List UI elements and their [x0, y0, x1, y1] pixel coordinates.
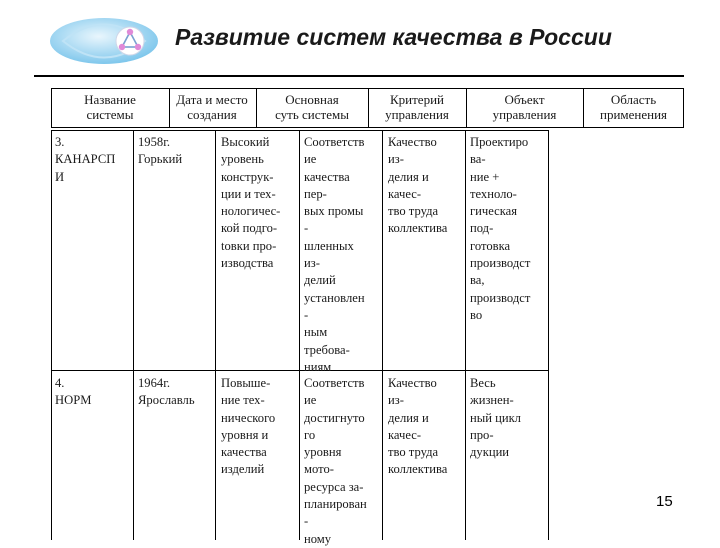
cell-system-name: 4. НОРМ [55, 376, 92, 408]
cell-criterion: Соответств ие качества пер- вых промы - шленных из- делий установлен - ным требова- ниям [304, 135, 365, 374]
column-divider [382, 130, 383, 540]
cell-object: Качество из- делия и качес- тво труда коллектива [388, 135, 448, 236]
cell-scope: Проектиро ва- ние + техноло- гическая под- готовка производст ва, производст во [470, 135, 531, 322]
column-divider [465, 130, 466, 540]
row-divider [51, 370, 549, 371]
cell-date-place: 1964г. Ярославль [138, 376, 195, 408]
presentation-logo [48, 16, 160, 66]
column-divider [299, 130, 300, 540]
page-number: 15 [656, 493, 673, 510]
slide-title: Развитие систем качества в России [175, 24, 612, 50]
cell-object: Качество из- делия и качес- тво труда коллектива [388, 376, 448, 477]
header-date-place: Дата и место создания [176, 92, 248, 122]
column-divider [51, 130, 52, 540]
header-essence: Основная суть системы [275, 92, 349, 122]
cell-essence: Повыше- ние тех- нического уровня и качества изделий [221, 376, 276, 477]
cell-scope: Весь жизнен- ный цикл про- дукции [470, 376, 521, 460]
cell-date-place: 1958г. Горький [138, 135, 183, 167]
header-criterion: Критерий управления [385, 92, 449, 122]
cell-criterion: Соответств ие достигнуто го уровня мото- ресурса за- планирован - ному [304, 376, 367, 546]
header-object: Объект управления [492, 92, 557, 122]
cell-essence: Высокий уровень конструк- ции и тех- нологичес- кой подго- tовки про- изводства [221, 135, 281, 271]
table-top-border [51, 130, 549, 131]
header-system-name: Название системы [84, 92, 136, 122]
header-scope: Область применения [599, 92, 668, 122]
column-divider [215, 130, 216, 540]
title-divider [34, 75, 684, 77]
column-divider [133, 130, 134, 540]
column-divider [548, 130, 549, 540]
cell-system-name: 3. КАНАРСП И [55, 135, 116, 184]
